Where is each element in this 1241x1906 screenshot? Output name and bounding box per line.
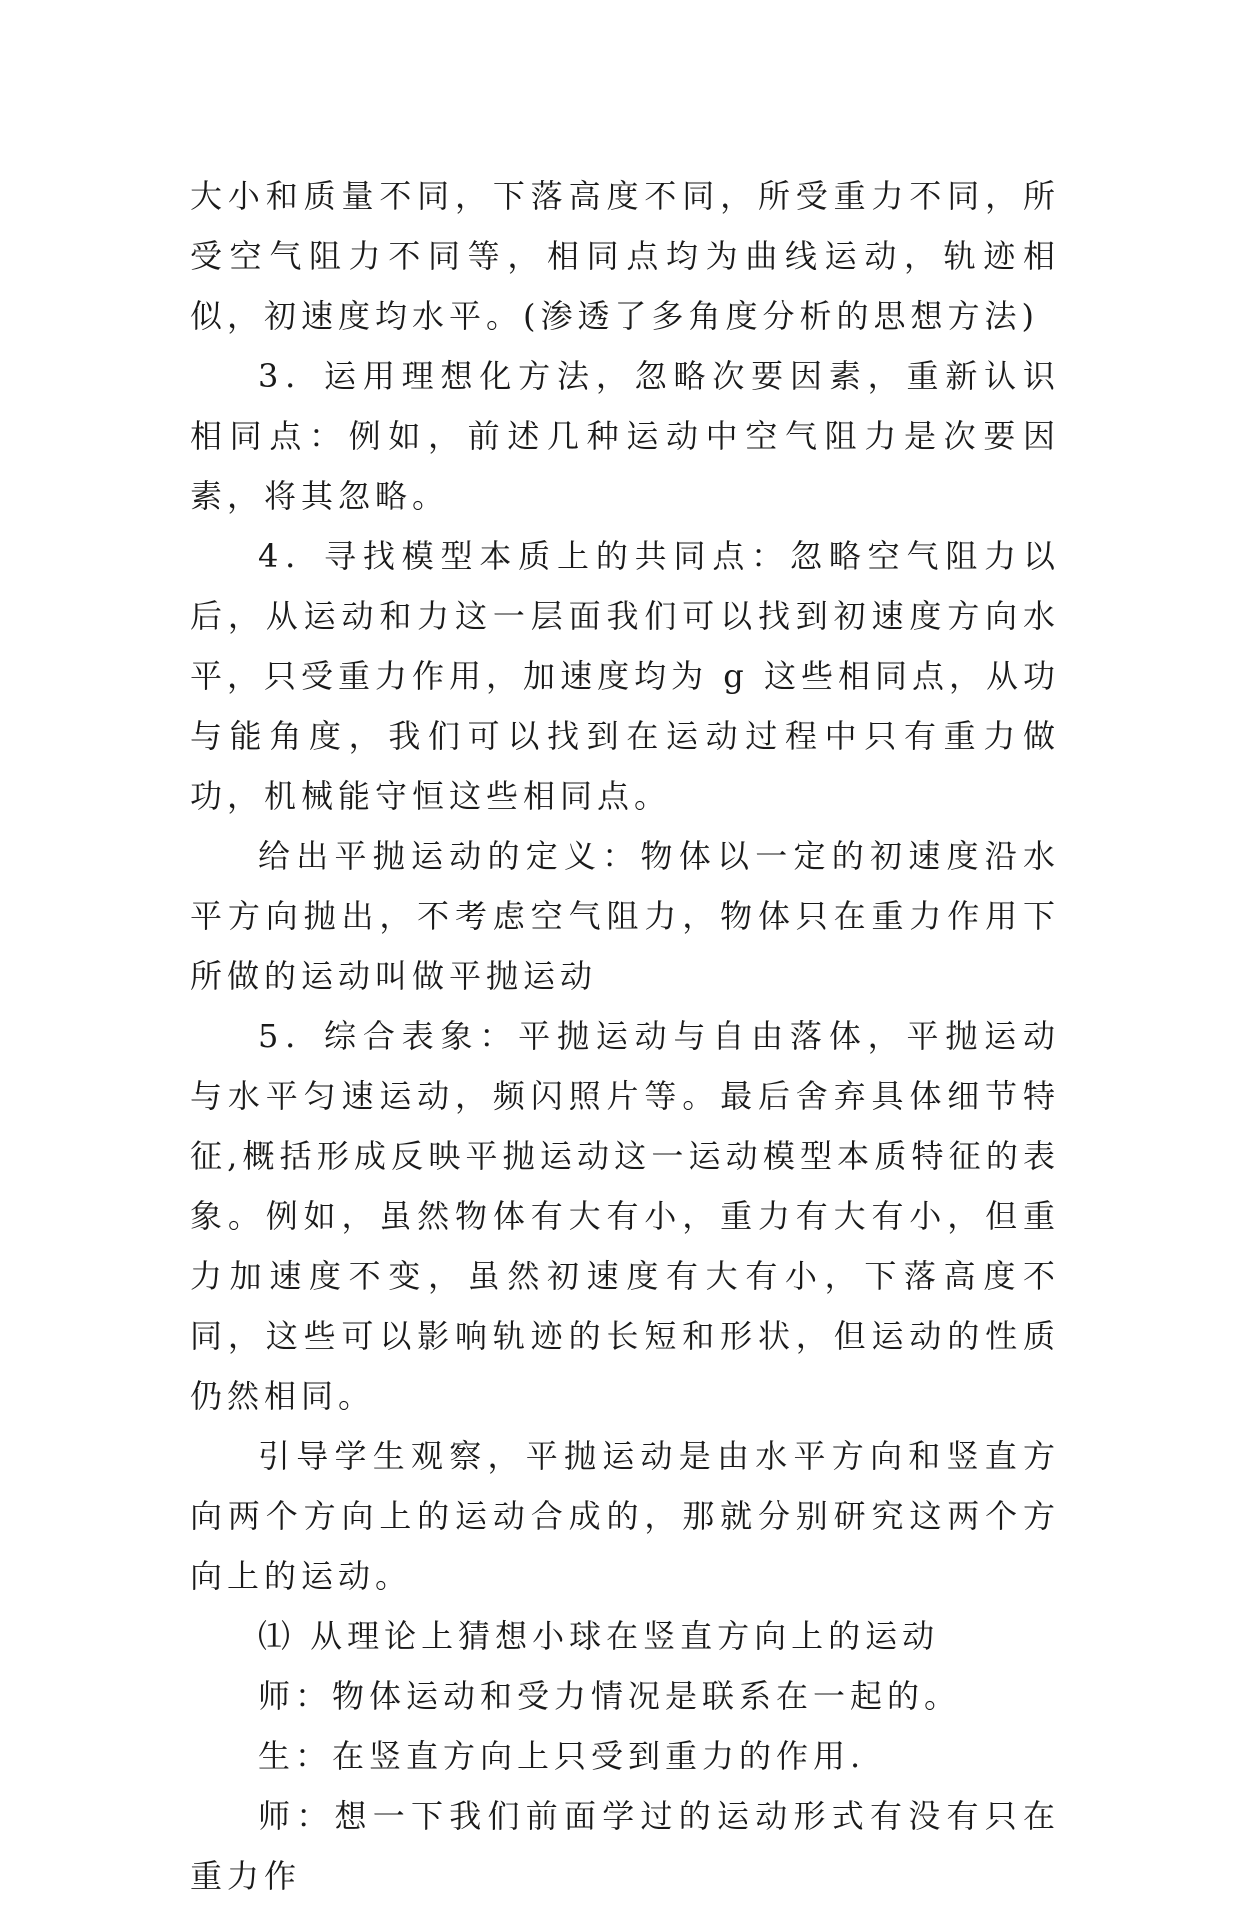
dialog-line-teacher-2: 师：想一下我们前面学过的运动形式有没有只在重力作 — [190, 1797, 1060, 1895]
paragraph-subheading: ⑴ 从理论上猜想小球在竖直方向上的运动 — [258, 1617, 940, 1655]
paragraph-point-4: 4．寻找模型本质上的共同点：忽略空气阻力以后，从运动和力这一层面我们可以找到初速度方向水平，只受重力作用，加速度均为 g 这些相同点，从功与能角度，我们可以找到在运动过程中只有重力做功，机械能守恒这些相同点。 — [190, 537, 1060, 815]
paragraph-definition: 给出平抛运动的定义：物体以一定的初速度沿水平方向抛出，不考虑空气阻力，物体只在重力作用下所做的运动叫做平抛运动 — [190, 837, 1060, 995]
paragraph-point-5: 5．综合表象：平抛运动与自由落体，平抛运动与水平匀速运动，频闪照片等。最后舍弃具体细节特征,概括形成反映平抛运动这一运动模型本质特征的表象。例如，虽然物体有大有小，重力有大有小，但重力加速度不变，虽然初速度有大有小，下落高度不同，这些可以影响轨迹的长短和形状，但运动的性质仍然相同。 — [190, 1017, 1060, 1415]
dialog-line-student-1: 生：在竖直方向上只受到重力的作用. — [258, 1737, 866, 1775]
document-body — [190, 166, 1060, 1906]
paragraph-guidance: 引导学生观察，平抛运动是由水平方向和竖直方向两个方向上的运动合成的，那就分别研究这两个方向上的运动。 — [190, 1437, 1060, 1595]
dialog-line-teacher-1: 师：物体运动和受力情况是联系在一起的。 — [258, 1677, 962, 1715]
paragraph-point-3: 3．运用理想化方法，忽略次要因素，重新认识相同点：例如，前述几种运动中空气阻力是次要因素，将其忽略。 — [190, 357, 1060, 515]
paragraph-continuation: 大小和质量不同，下落高度不同，所受重力不同，所受空气阻力不同等，相同点均为曲线运动，轨迹相似，初速度均水平。(渗透了多角度分析的思想方法) — [190, 177, 1060, 335]
